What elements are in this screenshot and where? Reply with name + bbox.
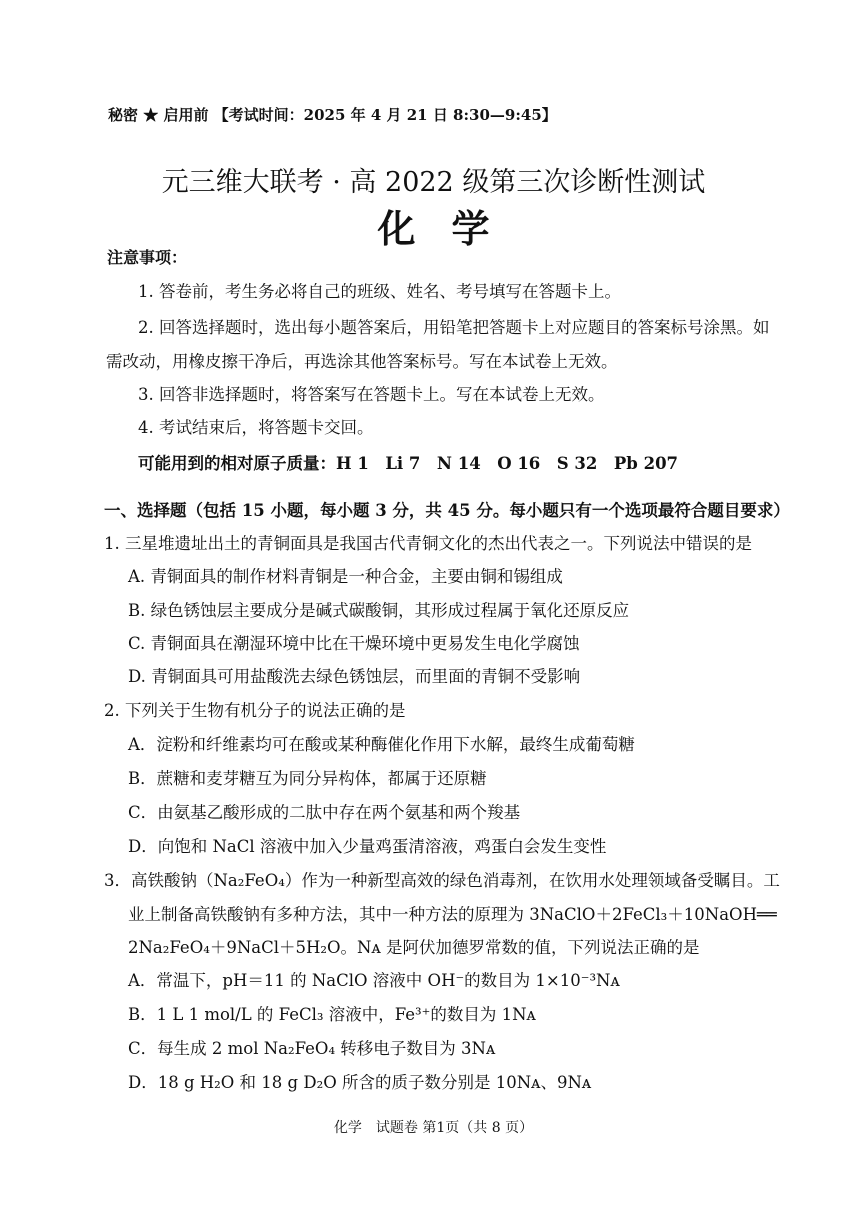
question-2-option-a: A．淀粉和纤维素均可在酸或某种酶催化作用下水解，最终生成葡萄糖 <box>128 735 635 754</box>
notice-item-3: 3. 回答非选择题时，将答案写在答题卡上。写在本试卷上无效。 <box>138 385 605 404</box>
notice-item-2-cont: 需改动，用橡皮擦干净后，再选涂其他答案标号。写在本试卷上无效。 <box>106 352 618 371</box>
question-3-stem-line-3: 2Na₂FeO₄＋9NaCl＋5H₂O。Nᴀ 是阿伏加德罗常数的值，下列说法正确的是 <box>128 938 700 957</box>
section-heading: 一、选择题（包括 15 小题，每小题 3 分，共 45 分。每小题只有一个选项最符合题目要求） <box>104 501 790 520</box>
question-1-option-c: C. 青铜面具在潮湿环境中比在干燥环境中更易发生电化学腐蚀 <box>128 634 580 653</box>
question-2-stem: 2. 下列关于生物有机分子的说法正确的是 <box>104 701 406 720</box>
question-3-option-c: C．每生成 2 mol Na₂FeO₄ 转移电子数目为 3Nᴀ <box>128 1039 496 1058</box>
question-2-option-b: B．蔗糖和麦芽糖互为同分异构体，都属于还原糖 <box>128 769 487 788</box>
question-3-stem-line-1: 3．高铁酸钠（Na₂FeO₄）作为一种新型高效的绿色消毒剂，在饮用水处理领域备受瞩目。工 <box>104 871 780 890</box>
page-footer: 化学 试题卷 第1页（共 8 页） <box>333 1120 534 1136</box>
question-1-option-d: D. 青铜面具可用盐酸洗去绿色锈蚀层，而里面的青铜不受影响 <box>128 667 581 686</box>
notice-item-4: 4. 考试结束后，将答题卡交回。 <box>138 418 374 437</box>
question-3-option-b: B．1 L 1 mol/L 的 FeCl₃ 溶液中，Fe³⁺的数目为 1Nᴀ <box>128 1005 536 1024</box>
question-2-option-d: D．向饱和 NaCl 溶液中加入少量鸡蛋清溶液，鸡蛋白会发生变性 <box>128 837 607 856</box>
notice-item-1: 1. 答卷前，考生务必将自己的班级、姓名、考号填写在答题卡上。 <box>138 282 621 301</box>
question-3-option-d: D．18 g H₂O 和 18 g D₂O 所含的质子数分别是 10Nᴀ、9Nᴀ <box>128 1073 592 1092</box>
exam-title: 元三维大联考 · 高 2022 级第三次诊断性测试 <box>161 167 706 198</box>
question-3-option-a: A．常温下，pH＝11 的 NaClO 溶液中 OH⁻的数目为 1×10⁻³Nᴀ <box>128 971 620 990</box>
secret-exam-time-line: 秘密 ★ 启用前 【考试时间：2025 年 4 月 21 日 8:30—9:45】 <box>108 106 557 124</box>
notice-heading: 注意事项： <box>107 248 188 267</box>
question-1-option-b: B. 绿色锈蚀层主要成分是碱式碳酸铜，其形成过程属于氧化还原反应 <box>128 601 630 620</box>
atomic-mass-line: 可能用到的相对原子质量：H 1 Li 7 N 14 O 16 S 32 Pb 207 <box>138 454 679 473</box>
notice-item-2: 2. 回答选择题时，选出每小题答案后，用铅笔把答题卡上对应题目的答案标号涂黑。如 <box>138 318 770 337</box>
question-2-option-c: C．由氨基乙酸形成的二肽中存在两个氨基和两个羧基 <box>128 803 521 822</box>
question-1-stem: 1. 三星堆遗址出土的青铜面具是我国古代青铜文化的杰出代表之一。下列说法中错误的是 <box>104 534 752 553</box>
subject-title: 化学 <box>377 206 526 251</box>
question-1-option-a: A. 青铜面具的制作材料青铜是一种合金，主要由铜和锡组成 <box>128 567 563 586</box>
question-3-stem-line-2: 业上制备高铁酸钠有多种方法，其中一种方法的原理为 3NaClO＋2FeCl₃＋10NaOH══ <box>128 905 777 924</box>
